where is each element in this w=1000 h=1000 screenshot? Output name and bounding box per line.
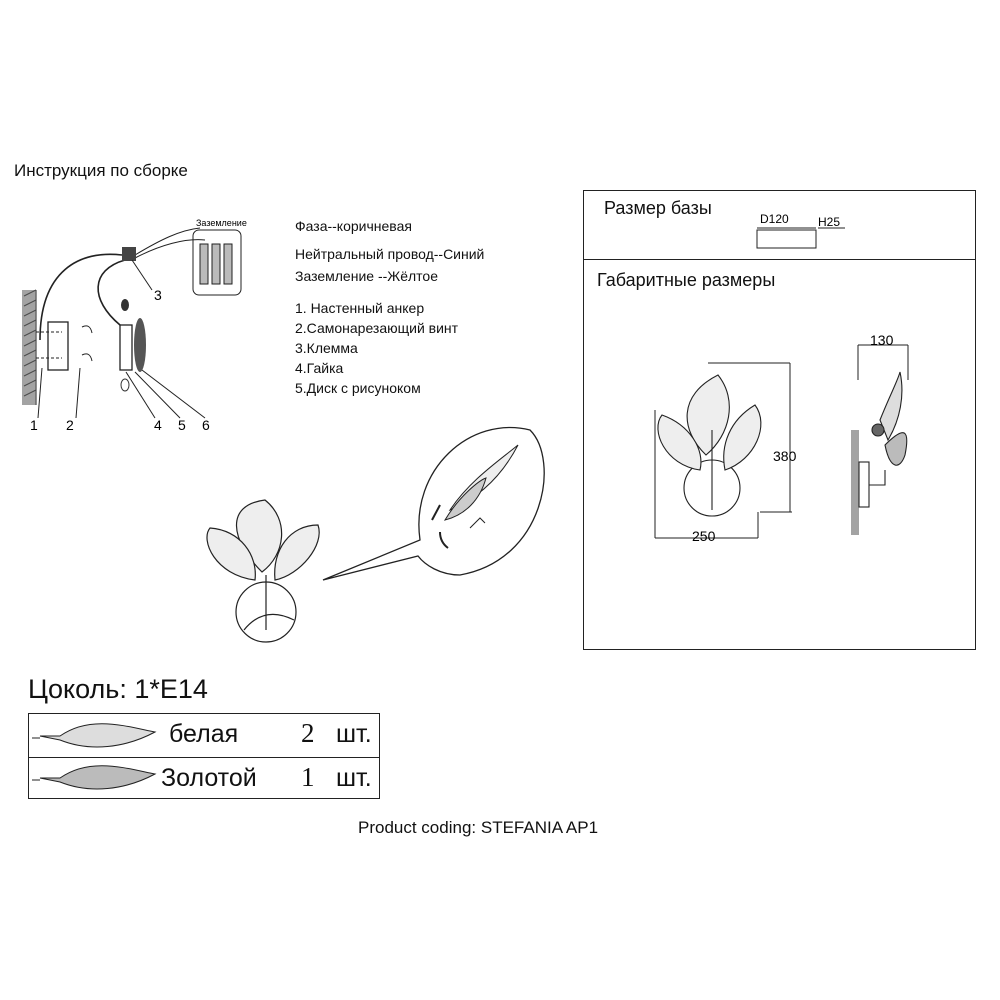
overall-height: 380 [773,448,797,464]
callout-6: 6 [202,417,210,433]
overall-width: 250 [692,528,716,544]
wire-neutral: Нейтральный провод--Синий [295,246,485,262]
callout-1: 1 [30,417,38,433]
bulb-row-gold [29,757,379,800]
callout-5: 5 [178,417,186,433]
part-5: 5.Диск с рисунoком [295,380,421,396]
part-4: 4.Гайка [295,360,344,376]
callout-3: 3 [154,287,162,303]
dimensions-box [583,190,976,650]
page-title: Инструкция по сборке [14,161,188,180]
wire-phase: Фаза--коричневая [295,218,412,234]
part-2: 2.Самонарезающий винт [295,320,459,336]
base-diameter: D120 [760,212,789,226]
part-3: 3.Клемма [295,340,358,356]
bulb-table [28,713,380,799]
base-size-label: Размер базы [604,198,712,218]
terminal-label: Заземление [196,218,247,228]
part-1: 1. Настенный анкер [295,300,425,316]
socket-label: Цоколь: 1*E14 [28,674,208,704]
wire-ground: Заземление --Жёлтое [295,268,438,284]
bulb-unit: шт. [336,764,372,792]
bulb-name: Золотой [161,764,257,792]
lamp-front-illustration [207,500,319,642]
overall-depth: 130 [870,332,894,348]
product-coding: Product coding: STEFANIA AP1 [358,818,599,837]
overall-dims-label: Габаритные размеры [597,270,776,290]
bulb-row-white [29,714,379,756]
base-height: H25 [818,215,841,229]
bulb-unit: шт. [336,720,372,748]
bulb-count: 2 [301,718,315,748]
callout-2: 2 [66,417,74,433]
bulb-name: белая [169,720,239,748]
bulb-count: 1 [301,762,315,792]
callout-4: 4 [154,417,162,433]
